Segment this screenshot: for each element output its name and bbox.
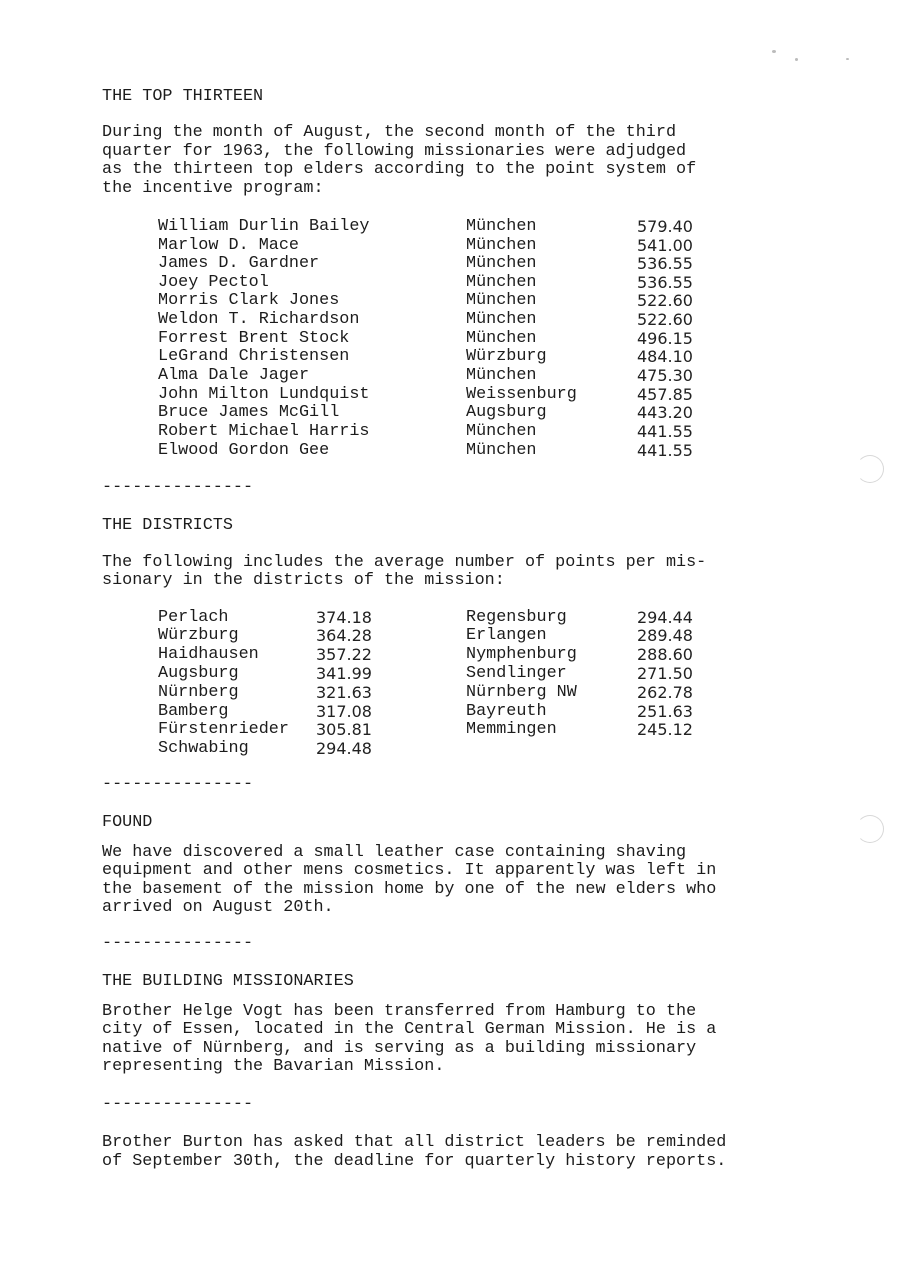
top-thirteen-intro-line: as the thirteen top elders according to the point system of bbox=[102, 160, 697, 179]
district-name: Nürnberg bbox=[158, 683, 239, 702]
missionary-name: Alma Dale Jager bbox=[158, 366, 310, 385]
district-points: 321.63 bbox=[316, 683, 372, 702]
missionary-name: Elwood Gordon Gee bbox=[158, 441, 330, 460]
missionary-name: Marlow D. Mace bbox=[158, 236, 299, 255]
building-line: city of Essen, located in the Central German Mission. He is a bbox=[102, 1020, 717, 1039]
district-points: 317.08 bbox=[316, 702, 372, 721]
table-row bbox=[0, 703, 900, 722]
district-points: 364.28 bbox=[316, 626, 372, 645]
district-points: 245.12 bbox=[637, 720, 693, 739]
paper-speck bbox=[846, 58, 849, 60]
section-heading-top-thirteen: THE TOP THIRTEEN bbox=[102, 87, 264, 106]
missionary-city: Weissenburg bbox=[466, 385, 577, 404]
paper-speck bbox=[795, 58, 798, 61]
section-separator: --------------- bbox=[102, 934, 254, 953]
table-row bbox=[0, 292, 900, 311]
missionary-name: Forrest Brent Stock bbox=[158, 329, 350, 348]
table-row bbox=[0, 627, 900, 646]
missionary-city: München bbox=[466, 441, 537, 460]
missionary-city: München bbox=[466, 310, 537, 329]
table-row bbox=[0, 386, 900, 405]
table-row bbox=[0, 218, 900, 237]
building-line: native of Nürnberg, and is serving as a building missionary bbox=[102, 1039, 697, 1058]
district-points: 262.78 bbox=[637, 683, 693, 702]
district-points: 341.99 bbox=[316, 664, 372, 683]
district-name: Memmingen bbox=[466, 720, 557, 739]
missionary-points: 496.15 bbox=[637, 329, 693, 348]
district-name: Würzburg bbox=[158, 626, 239, 645]
missionary-name: Weldon T. Richardson bbox=[158, 310, 360, 329]
missionary-name: Joey Pectol bbox=[158, 273, 269, 292]
table-row bbox=[0, 311, 900, 330]
missionary-city: München bbox=[466, 329, 537, 348]
districts-intro-line: The following includes the average number of points per mis- bbox=[102, 553, 707, 572]
found-line: the basement of the mission home by one of the new elders who bbox=[102, 880, 717, 899]
reminder-line: of September 30th, the deadline for quarterly history reports. bbox=[102, 1152, 727, 1171]
top-thirteen-intro-line: quarter for 1963, the following missionaries were adjudged bbox=[102, 142, 687, 161]
table-row bbox=[0, 423, 900, 442]
district-points: 357.22 bbox=[316, 645, 372, 664]
paper-speck bbox=[772, 50, 776, 53]
missionary-name: John Milton Lundquist bbox=[158, 385, 370, 404]
table-row bbox=[0, 237, 900, 256]
district-name: Fürstenrieder bbox=[158, 720, 289, 739]
missionary-points: 522.60 bbox=[637, 291, 693, 310]
district-name: Augsburg bbox=[158, 664, 239, 683]
district-name: Nymphenburg bbox=[466, 645, 577, 664]
punch-hole-mark bbox=[856, 815, 884, 843]
section-heading-building-missionaries: THE BUILDING MISSIONARIES bbox=[102, 972, 354, 991]
district-name: Regensburg bbox=[466, 608, 567, 627]
district-points: 288.60 bbox=[637, 645, 693, 664]
missionary-city: München bbox=[466, 236, 537, 255]
missionary-name: James D. Gardner bbox=[158, 254, 320, 273]
district-name: Erlangen bbox=[466, 626, 547, 645]
missionary-name: LeGrand Christensen bbox=[158, 347, 350, 366]
districts-intro-line: sionary in the districts of the mission: bbox=[102, 571, 505, 590]
table-row bbox=[0, 367, 900, 386]
district-name: Nürnberg NW bbox=[466, 683, 577, 702]
table-row bbox=[0, 348, 900, 367]
found-line: arrived on August 20th. bbox=[102, 898, 334, 917]
district-points: 374.18 bbox=[316, 608, 372, 627]
missionary-name: Robert Michael Harris bbox=[158, 422, 370, 441]
table-row bbox=[0, 274, 900, 293]
found-line: equipment and other mens cosmetics. It apparently was left in bbox=[102, 861, 717, 880]
missionary-points: 541.00 bbox=[637, 236, 693, 255]
missionary-city: München bbox=[466, 254, 537, 273]
missionary-city: München bbox=[466, 422, 537, 441]
district-name: Bayreuth bbox=[466, 702, 547, 721]
missionary-points: 579.40 bbox=[637, 217, 693, 236]
missionary-points: 457.85 bbox=[637, 385, 693, 404]
table-row bbox=[0, 740, 900, 759]
missionary-city: Würzburg bbox=[466, 347, 547, 366]
district-points: 305.81 bbox=[316, 720, 372, 739]
table-row bbox=[0, 404, 900, 423]
district-points: 271.50 bbox=[637, 664, 693, 683]
table-row bbox=[0, 255, 900, 274]
found-line: We have discovered a small leather case containing shaving bbox=[102, 843, 687, 862]
district-name: Haidhausen bbox=[158, 645, 259, 664]
district-name: Bamberg bbox=[158, 702, 229, 721]
missionary-city: Augsburg bbox=[466, 403, 547, 422]
district-name: Perlach bbox=[158, 608, 229, 627]
missionary-name: Bruce James McGill bbox=[158, 403, 340, 422]
missionary-points: 475.30 bbox=[637, 366, 693, 385]
missionary-points: 484.10 bbox=[637, 347, 693, 366]
table-row bbox=[0, 721, 900, 740]
missionary-points: 536.55 bbox=[637, 254, 693, 273]
table-row bbox=[0, 684, 900, 703]
section-separator: --------------- bbox=[102, 775, 254, 794]
district-name: Sendlinger bbox=[466, 664, 567, 683]
district-points: 294.48 bbox=[316, 739, 372, 758]
reminder-line: Brother Burton has asked that all district leaders be reminded bbox=[102, 1133, 727, 1152]
section-separator: --------------- bbox=[102, 1095, 254, 1114]
top-thirteen-intro-line: the incentive program: bbox=[102, 179, 324, 198]
missionary-points: 441.55 bbox=[637, 441, 693, 460]
missionary-name: William Durlin Bailey bbox=[158, 217, 370, 236]
section-separator: --------------- bbox=[102, 478, 254, 497]
missionary-points: 441.55 bbox=[637, 422, 693, 441]
missionary-city: München bbox=[466, 366, 537, 385]
top-thirteen-intro-line: During the month of August, the second month of the third bbox=[102, 123, 677, 142]
district-points: 294.44 bbox=[637, 608, 693, 627]
missionary-city: München bbox=[466, 291, 537, 310]
missionary-city: München bbox=[466, 273, 537, 292]
table-row bbox=[0, 330, 900, 349]
section-heading-found: FOUND bbox=[102, 813, 153, 832]
table-row bbox=[0, 665, 900, 684]
table-row bbox=[0, 609, 900, 628]
table-row bbox=[0, 646, 900, 665]
district-points: 289.48 bbox=[637, 626, 693, 645]
missionary-name: Morris Clark Jones bbox=[158, 291, 340, 310]
missionary-points: 522.60 bbox=[637, 310, 693, 329]
missionary-city: München bbox=[466, 217, 537, 236]
building-line: representing the Bavarian Mission. bbox=[102, 1057, 445, 1076]
building-line: Brother Helge Vogt has been transferred from Hamburg to the bbox=[102, 1002, 697, 1021]
district-points: 251.63 bbox=[637, 702, 693, 721]
section-heading-districts: THE DISTRICTS bbox=[102, 516, 233, 535]
table-row bbox=[0, 442, 900, 461]
missionary-points: 536.55 bbox=[637, 273, 693, 292]
missionary-points: 443.20 bbox=[637, 403, 693, 422]
district-name: Schwabing bbox=[158, 739, 249, 758]
